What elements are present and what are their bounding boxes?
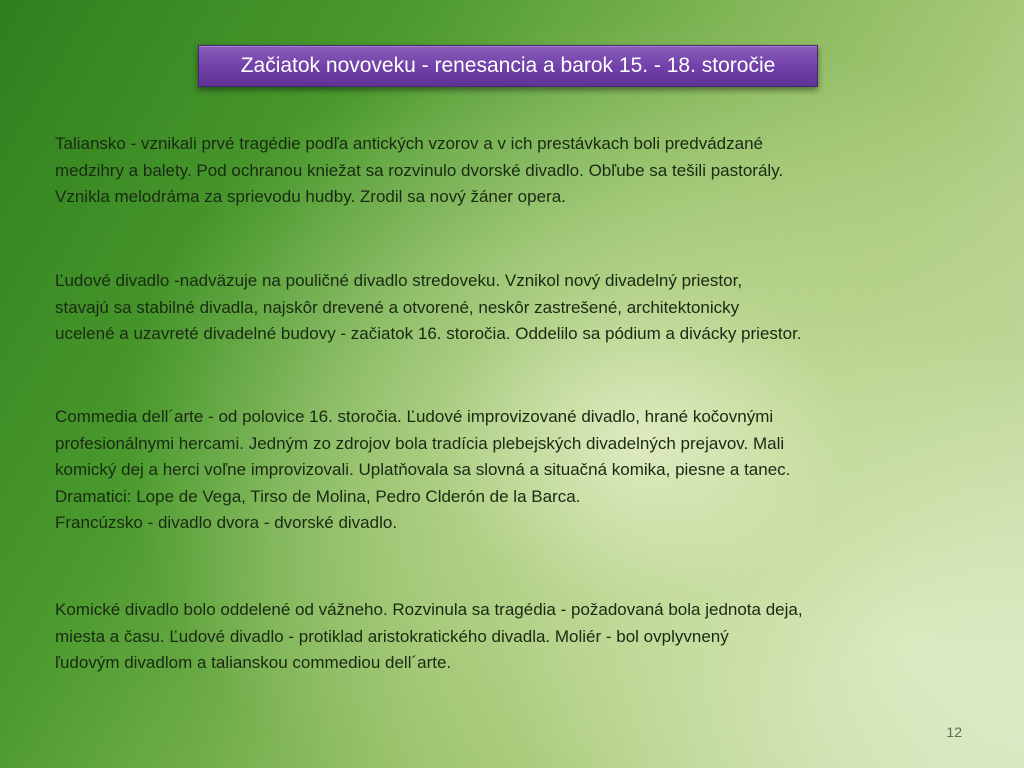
slide-title: Začiatok novoveku - renesancia a barok 15. - 18. storočie — [240, 54, 776, 77]
slide-title-box — [198, 45, 818, 87]
paragraph-comic-theatre: Komické divadlo bolo oddelené od vážneho. Rozvinula sa tragédia - požadovaná bola jednota deja, miesta a času. Ľudové divadlo - protiklad aristokratického divadla. Moliér - bol ovplyvnený ľudovým divadlom a talianskou commediou dell´arte. — [55, 600, 803, 673]
paragraph-commedia-dellarte: Commedia dell´arte - od polovice 16. storočia. Ľudové improvizované divadlo, hrané kočovnými profesionálnymi hercami. Jedným zo zdrojov bola tradícia plebejských divadelných prejavov. Mali komický dej a herci voľne improvizovali. Uplatňovala sa slovná a situačná komika, piesne a tanec. Dramatici: Lope de Vega, Tirso de Molina, Pedro Clderón de la Barca. Francúzsko - divadlo dvora - dvorské divadlo. — [55, 407, 791, 533]
page-number: 12 — [946, 724, 962, 740]
paragraph-italy: Taliansko - vznikali prvé tragédie podľa antických vzorov a v ich prestávkach boli predvádzané medzihry a balety. Pod ochranou kniežat sa rozvinulo dvorské divadlo. Obľube sa tešili pastorály. Vznikla melodráma za sprievodu hudby. Zrodil sa nový žáner opera. — [55, 134, 784, 207]
paragraph-folk-theatre: Ľudové divadlo -nadväzuje na pouličné divadlo stredoveku. Vznikol nový divadelný priestor, stavajú sa stabilné divadla, najskôr drevené a otvorené, neskôr zastrešené, architektonicky ucelené a uzavreté divadelné budovy - začiatok 16. storočia. Oddelilo sa pódium a divácky priestor. — [55, 271, 802, 344]
